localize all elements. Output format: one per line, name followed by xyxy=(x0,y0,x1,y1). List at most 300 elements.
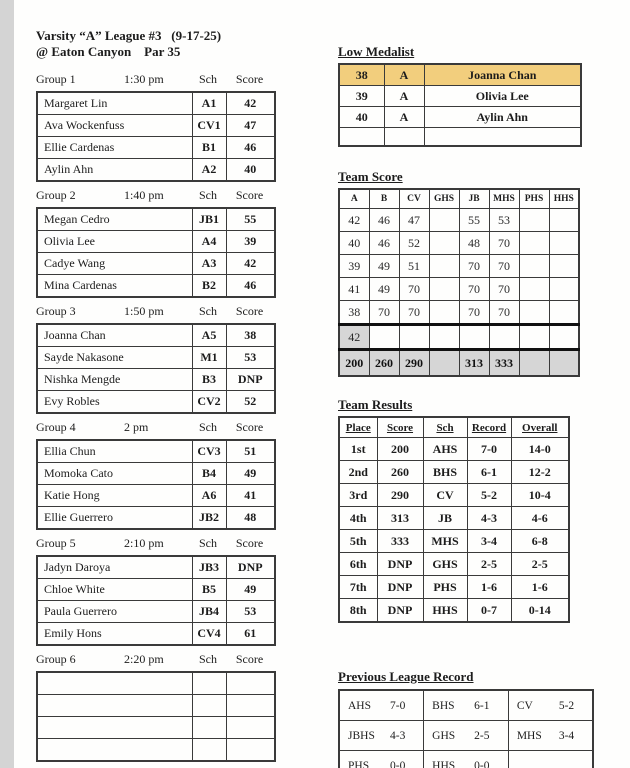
group-name: Group 1 xyxy=(36,72,76,86)
team-results-cell: 3rd xyxy=(339,484,377,507)
team-score-cell: 70 xyxy=(399,278,429,301)
team-score-cell xyxy=(549,301,579,325)
dropped-score-cell xyxy=(399,325,429,350)
sch-column-label: Sch xyxy=(199,652,217,666)
team-results-header-row xyxy=(339,417,569,438)
team-score-cell: 70 xyxy=(489,255,519,278)
team-total-cell: 200 xyxy=(339,350,369,377)
team-score-cell: 38 xyxy=(339,301,369,325)
player-row xyxy=(37,369,275,391)
player-row xyxy=(37,347,275,369)
team-results-cell: 5-2 xyxy=(467,484,511,507)
previous-record-cell xyxy=(339,751,424,768)
team-score-column-header: MHS xyxy=(489,189,519,209)
dropped-score-cell xyxy=(369,325,399,350)
team-score-cell: 48 xyxy=(459,232,489,255)
player-row xyxy=(37,92,275,115)
player-row xyxy=(37,463,275,485)
team-results-cell: BHS xyxy=(423,461,467,484)
previous-record-cell xyxy=(508,751,593,768)
team-results-cell: 3-4 xyxy=(467,530,511,553)
group-time: 1:30 pm xyxy=(124,72,164,86)
team-total-row xyxy=(339,350,579,377)
previous-record-result: 4-3 xyxy=(390,729,406,742)
player-score-cell: 38 xyxy=(226,324,275,347)
group-time: 2 pm xyxy=(124,420,149,434)
team-score-row xyxy=(339,301,579,325)
team-score-cell: 53 xyxy=(489,209,519,232)
group-time: 2:10 pm xyxy=(124,536,164,550)
team-results-column-header: Overall xyxy=(511,417,569,438)
team-results-table xyxy=(338,416,570,623)
player-name-cell xyxy=(37,672,192,695)
team-score-cell: 49 xyxy=(369,278,399,301)
previous-record-result: 6-1 xyxy=(474,699,490,712)
title-block xyxy=(36,28,274,60)
team-results-cell: 6-8 xyxy=(511,530,569,553)
previous-record-heading: Previous League Record xyxy=(338,669,474,684)
player-sch-cell: CV4 xyxy=(192,623,226,646)
team-score-cell: 55 xyxy=(459,209,489,232)
player-name-cell: Cadye Wang xyxy=(37,253,192,275)
player-name-cell: Ellia Chun xyxy=(37,440,192,463)
dropped-score-cell xyxy=(519,325,549,350)
medalist-flight-cell: A xyxy=(384,86,424,107)
team-score-table xyxy=(338,188,580,377)
player-sch-cell xyxy=(192,739,226,762)
team-score-cell: 70 xyxy=(369,301,399,325)
dropped-score-row xyxy=(339,325,579,350)
player-score-cell: 49 xyxy=(226,463,275,485)
team-score-cell xyxy=(519,255,549,278)
player-row xyxy=(37,159,275,182)
group-header xyxy=(36,420,274,435)
team-results-row xyxy=(339,438,569,461)
team-results-column-header: Place xyxy=(339,417,377,438)
player-score-cell: 46 xyxy=(226,275,275,298)
previous-record-team: CV xyxy=(516,699,533,712)
team-score-cell xyxy=(429,301,459,325)
groups-container xyxy=(36,72,274,762)
team-score-cell: 39 xyxy=(339,255,369,278)
team-total-cell xyxy=(429,350,459,377)
team-results-cell: 200 xyxy=(377,438,423,461)
page-title: Varsity “A” League #3 (9-17-25) xyxy=(36,28,222,43)
team-score-cell: 70 xyxy=(489,278,519,301)
team-score-cell: 70 xyxy=(459,278,489,301)
group-section xyxy=(36,188,274,298)
group-section xyxy=(36,72,274,182)
team-score-cell: 42 xyxy=(339,209,369,232)
team-total-cell xyxy=(549,350,579,377)
player-sch-cell: CV1 xyxy=(192,115,226,137)
player-row xyxy=(37,695,275,717)
previous-record-team: JBHS xyxy=(348,729,375,742)
player-name-cell: Olivia Lee xyxy=(37,231,192,253)
previous-record-team: HHS xyxy=(432,759,456,768)
group-section xyxy=(36,304,274,414)
team-score-cell: 52 xyxy=(399,232,429,255)
group-time: 1:50 pm xyxy=(124,304,164,318)
previous-record-cell xyxy=(508,721,593,751)
group-table xyxy=(36,207,276,298)
previous-record-team: MHS xyxy=(516,729,542,742)
player-name-cell: Katie Hong xyxy=(37,485,192,507)
group-table xyxy=(36,671,276,762)
team-results-cell: PHS xyxy=(423,576,467,599)
player-score-cell xyxy=(226,672,275,695)
team-score-column-header: A xyxy=(339,189,369,209)
player-name-cell: Evy Robles xyxy=(37,391,192,414)
team-results-cell: 1-6 xyxy=(467,576,511,599)
player-score-cell: 46 xyxy=(226,137,275,159)
medalist-score-cell xyxy=(339,128,384,147)
player-name-cell xyxy=(37,695,192,717)
group-time: 1:40 pm xyxy=(124,188,164,202)
player-sch-cell: B2 xyxy=(192,275,226,298)
player-score-cell: 42 xyxy=(226,253,275,275)
team-score-row xyxy=(339,232,579,255)
player-score-cell xyxy=(226,739,275,762)
team-score-column-header: CV xyxy=(399,189,429,209)
player-row xyxy=(37,275,275,298)
previous-record-row xyxy=(339,690,593,721)
team-score-cell: 70 xyxy=(489,301,519,325)
player-score-cell: 53 xyxy=(226,347,275,369)
player-score-cell: 49 xyxy=(226,579,275,601)
team-results-cell: 6th xyxy=(339,553,377,576)
player-sch-cell: M1 xyxy=(192,347,226,369)
sch-column-label: Sch xyxy=(199,188,217,202)
previous-record-cell xyxy=(424,721,509,751)
team-score-cell: 47 xyxy=(399,209,429,232)
sch-column-label: Sch xyxy=(199,304,217,318)
player-name-cell: Ellie Cardenas xyxy=(37,137,192,159)
player-sch-cell: JB4 xyxy=(192,601,226,623)
score-column-label: Score xyxy=(235,304,264,318)
player-sch-cell: B5 xyxy=(192,579,226,601)
medalist-row xyxy=(339,128,581,147)
group-table xyxy=(36,91,276,182)
team-score-column-header: JB xyxy=(459,189,489,209)
team-results-cell: MHS xyxy=(423,530,467,553)
team-results-cell: 290 xyxy=(377,484,423,507)
player-row xyxy=(37,672,275,695)
medalist-flight-cell: A xyxy=(384,107,424,128)
dropped-score-cell xyxy=(429,325,459,350)
team-results-cell: 7-0 xyxy=(467,438,511,461)
team-score-cell xyxy=(429,209,459,232)
player-name-cell: Margaret Lin xyxy=(37,92,192,115)
player-row xyxy=(37,556,275,579)
player-name-cell: Joanna Chan xyxy=(37,324,192,347)
player-row xyxy=(37,253,275,275)
previous-record-cell xyxy=(339,721,424,751)
player-row xyxy=(37,739,275,762)
team-results-column-header: Score xyxy=(377,417,423,438)
team-results-cell: 12-2 xyxy=(511,461,569,484)
team-results-cell: 5th xyxy=(339,530,377,553)
player-sch-cell: A3 xyxy=(192,253,226,275)
team-score-cell xyxy=(429,278,459,301)
player-name-cell: Megan Cedro xyxy=(37,208,192,231)
team-score-column-header: B xyxy=(369,189,399,209)
score-column-label: Score xyxy=(235,72,264,86)
player-sch-cell xyxy=(192,695,226,717)
team-results-column-header: Sch xyxy=(423,417,467,438)
team-results-cell: 4-6 xyxy=(511,507,569,530)
group-header xyxy=(36,188,274,203)
team-results-cell: 313 xyxy=(377,507,423,530)
team-score-row xyxy=(339,255,579,278)
player-sch-cell: A6 xyxy=(192,485,226,507)
group-name: Group 4 xyxy=(36,420,76,434)
team-score-row xyxy=(339,209,579,232)
team-score-cell xyxy=(549,255,579,278)
team-score-row xyxy=(339,278,579,301)
dropped-score-cell xyxy=(549,325,579,350)
player-name-cell xyxy=(37,717,192,739)
previous-record-team: BHS xyxy=(432,699,455,712)
previous-record-table xyxy=(338,689,594,768)
player-score-cell: DNP xyxy=(226,556,275,579)
score-column-label: Score xyxy=(235,536,264,550)
player-row xyxy=(37,485,275,507)
team-score-cell: 70 xyxy=(459,255,489,278)
team-results-row xyxy=(339,599,569,623)
player-score-cell: 47 xyxy=(226,115,275,137)
team-results-cell: HHS xyxy=(423,599,467,623)
player-row xyxy=(37,391,275,414)
team-score-cell xyxy=(429,255,459,278)
player-sch-cell: CV3 xyxy=(192,440,226,463)
medalist-row xyxy=(339,107,581,128)
player-sch-cell: B3 xyxy=(192,369,226,391)
group-name: Group 6 xyxy=(36,652,76,666)
team-score-cell xyxy=(519,301,549,325)
group-section xyxy=(36,536,274,646)
player-name-cell: Sayde Nakasone xyxy=(37,347,192,369)
player-sch-cell: B4 xyxy=(192,463,226,485)
player-name-cell: Emily Hons xyxy=(37,623,192,646)
medalist-player-cell: Aylin Ahn xyxy=(424,107,581,128)
player-name-cell: Paula Guerrero xyxy=(37,601,192,623)
previous-record-team: PHS xyxy=(348,759,370,768)
player-score-cell xyxy=(226,695,275,717)
team-results-cell: 4-3 xyxy=(467,507,511,530)
player-name-cell xyxy=(37,739,192,762)
team-score-cell xyxy=(429,232,459,255)
team-results-row xyxy=(339,530,569,553)
previous-record-team: GHS xyxy=(432,729,456,742)
player-row xyxy=(37,623,275,646)
team-results-cell: 2-5 xyxy=(467,553,511,576)
team-results-row xyxy=(339,576,569,599)
team-results-cell: CV xyxy=(423,484,467,507)
player-sch-cell: B1 xyxy=(192,137,226,159)
player-name-cell: Ava Wockenfuss xyxy=(37,115,192,137)
team-results-row xyxy=(339,553,569,576)
group-table xyxy=(36,439,276,530)
player-row xyxy=(37,717,275,739)
player-sch-cell: CV2 xyxy=(192,391,226,414)
player-name-cell: Nishka Mengde xyxy=(37,369,192,391)
medalist-row xyxy=(339,64,581,86)
group-header xyxy=(36,304,274,319)
team-score-column-header: GHS xyxy=(429,189,459,209)
team-results-row xyxy=(339,484,569,507)
previous-record-cell xyxy=(508,690,593,721)
player-sch-cell: JB2 xyxy=(192,507,226,530)
player-score-cell: 42 xyxy=(226,92,275,115)
previous-record-result: 0-0 xyxy=(474,759,490,768)
groups-column xyxy=(36,28,274,762)
medalist-flight-cell xyxy=(384,128,424,147)
previous-record-cell xyxy=(424,690,509,721)
player-name-cell: Ellie Guerrero xyxy=(37,507,192,530)
group-header xyxy=(36,652,274,667)
dropped-score-cell xyxy=(489,325,519,350)
medalist-flight-cell: A xyxy=(384,64,424,86)
group-time: 2:20 pm xyxy=(124,652,164,666)
player-score-cell xyxy=(226,717,275,739)
low-medalist-heading: Low Medalist xyxy=(338,44,415,59)
previous-record-row xyxy=(339,721,593,751)
sch-column-label: Sch xyxy=(199,420,217,434)
team-results-cell: JB xyxy=(423,507,467,530)
player-sch-cell xyxy=(192,717,226,739)
group-header xyxy=(36,72,274,87)
team-score-cell: 41 xyxy=(339,278,369,301)
team-results-cell: AHS xyxy=(423,438,467,461)
group-name: Group 5 xyxy=(36,536,76,550)
team-results-column-header: Record xyxy=(467,417,511,438)
team-results-cell: 260 xyxy=(377,461,423,484)
group-name: Group 3 xyxy=(36,304,76,318)
player-row xyxy=(37,137,275,159)
player-score-cell: DNP xyxy=(226,369,275,391)
team-results-cell: DNP xyxy=(377,576,423,599)
group-name: Group 2 xyxy=(36,188,76,202)
results-column xyxy=(338,44,596,768)
team-score-header-row xyxy=(339,189,579,209)
previous-record-cell xyxy=(339,690,424,721)
medalist-player-cell: Olivia Lee xyxy=(424,86,581,107)
previous-record-cell xyxy=(424,751,509,768)
score-column-label: Score xyxy=(235,188,264,202)
team-score-cell xyxy=(519,232,549,255)
team-results-cell: 333 xyxy=(377,530,423,553)
player-sch-cell: JB1 xyxy=(192,208,226,231)
team-results-heading: Team Results xyxy=(338,397,413,412)
player-score-cell: 40 xyxy=(226,159,275,182)
sch-column-label: Sch xyxy=(199,536,217,550)
team-total-cell: 313 xyxy=(459,350,489,377)
medalist-player-cell xyxy=(424,128,581,147)
player-name-cell: Jadyn Daroya xyxy=(37,556,192,579)
group-table xyxy=(36,323,276,414)
team-score-cell xyxy=(549,278,579,301)
medalist-row xyxy=(339,86,581,107)
player-score-cell: 55 xyxy=(226,208,275,231)
player-name-cell: Aylin Ahn xyxy=(37,159,192,182)
team-score-cell: 40 xyxy=(339,232,369,255)
group-section xyxy=(36,652,274,762)
player-sch-cell: A1 xyxy=(192,92,226,115)
dropped-score-cell: 42 xyxy=(339,325,369,350)
team-results-cell: 1-6 xyxy=(511,576,569,599)
player-sch-cell: A5 xyxy=(192,324,226,347)
scan-edge-shadow xyxy=(0,0,14,768)
team-results-row xyxy=(339,461,569,484)
player-score-cell: 51 xyxy=(226,440,275,463)
team-results-cell: 2nd xyxy=(339,461,377,484)
team-score-cell: 70 xyxy=(459,301,489,325)
team-results-cell: 0-14 xyxy=(511,599,569,623)
score-column-label: Score xyxy=(235,652,264,666)
player-sch-cell xyxy=(192,672,226,695)
dropped-score-cell xyxy=(459,325,489,350)
previous-record-row xyxy=(339,751,593,768)
team-score-cell xyxy=(519,278,549,301)
player-score-cell: 41 xyxy=(226,485,275,507)
sch-column-label: Sch xyxy=(199,72,217,86)
previous-record-team: AHS xyxy=(348,699,372,712)
medalist-score-cell: 38 xyxy=(339,64,384,86)
page-subtitle: @ Eaton Canyon Par 35 xyxy=(36,44,181,59)
team-score-cell: 51 xyxy=(399,255,429,278)
team-results-cell: DNP xyxy=(377,599,423,623)
team-results-cell: GHS xyxy=(423,553,467,576)
team-total-cell: 333 xyxy=(489,350,519,377)
previous-record-result: 2-5 xyxy=(474,729,490,742)
player-row xyxy=(37,601,275,623)
player-score-cell: 39 xyxy=(226,231,275,253)
group-header xyxy=(36,536,274,551)
player-sch-cell: A4 xyxy=(192,231,226,253)
previous-record-result: 7-0 xyxy=(390,699,406,712)
team-score-column-header: HHS xyxy=(549,189,579,209)
team-total-cell: 260 xyxy=(369,350,399,377)
team-results-row xyxy=(339,507,569,530)
player-sch-cell: JB3 xyxy=(192,556,226,579)
team-results-cell: 7th xyxy=(339,576,377,599)
player-score-cell: 61 xyxy=(226,623,275,646)
medalist-score-cell: 39 xyxy=(339,86,384,107)
player-row xyxy=(37,115,275,137)
team-score-cell: 70 xyxy=(399,301,429,325)
team-score-cell: 46 xyxy=(369,232,399,255)
group-table xyxy=(36,555,276,646)
player-row xyxy=(37,440,275,463)
score-column-label: Score xyxy=(235,420,264,434)
team-results-cell: 6-1 xyxy=(467,461,511,484)
team-score-cell: 70 xyxy=(489,232,519,255)
team-results-cell: 0-7 xyxy=(467,599,511,623)
player-name-cell: Mina Cardenas xyxy=(37,275,192,298)
player-name-cell: Momoka Cato xyxy=(37,463,192,485)
team-score-cell xyxy=(549,209,579,232)
team-results-cell: 10-4 xyxy=(511,484,569,507)
team-score-column-header: PHS xyxy=(519,189,549,209)
team-results-cell: 4th xyxy=(339,507,377,530)
low-medalist-table xyxy=(338,63,582,147)
team-score-cell: 49 xyxy=(369,255,399,278)
player-name-cell: Chloe White xyxy=(37,579,192,601)
previous-record-result: 0-0 xyxy=(390,759,406,768)
previous-record-result: 3-4 xyxy=(558,729,575,742)
player-row xyxy=(37,208,275,231)
